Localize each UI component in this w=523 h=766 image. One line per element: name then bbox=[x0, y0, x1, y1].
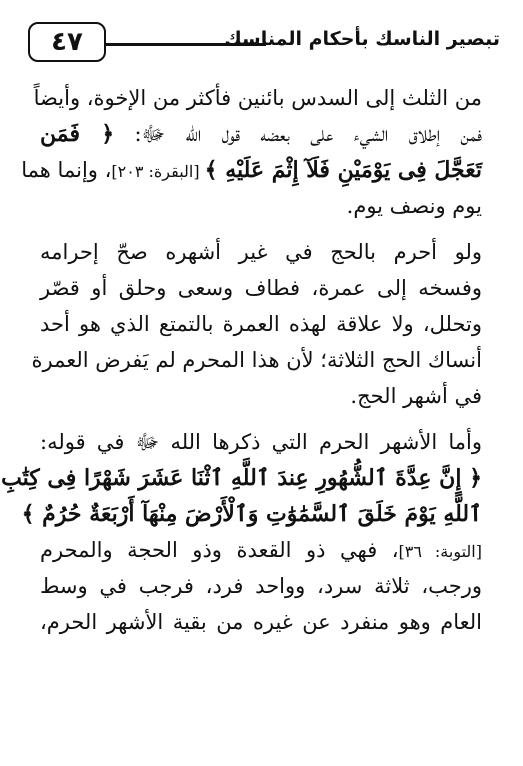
verse-citation: [البقرة: ٢٠٣] bbox=[111, 162, 205, 181]
paragraph-gap bbox=[40, 414, 482, 424]
text-segment: العام وهو منفرد عن غيره من بقية الأشهر الحرم، bbox=[40, 610, 482, 634]
text-line bbox=[40, 270, 482, 306]
text-segment: وتحلل، ولا علاقة لهذه العمرة بالتمتع الذي هو أحد bbox=[40, 312, 482, 336]
text-line bbox=[40, 378, 482, 414]
text-line bbox=[40, 604, 482, 640]
text-line bbox=[40, 532, 482, 568]
text-segment: وفسخه إلى عمرة، فطاف وسعى وحلق أو قصّر bbox=[40, 276, 482, 300]
page-number: ٤٧ bbox=[28, 22, 106, 62]
quran-verse: ٱللَّهِ يَوْمَ خَلَقَ ٱلسَّمَٰوَٰتِ وَٱلْأَرْضَ مِنْهَآ أَرْبَعَةٌ حُرُمٌ ﴾ bbox=[21, 501, 482, 527]
quran-verse: ﴿ إِنَّ عِدَّةَ ٱلشُّهُورِ عِندَ ٱللَّهِ ٱثْنَا عَشَرَ شَهْرًا فِى كِتَٰبِ bbox=[1, 465, 482, 491]
text-line bbox=[40, 306, 482, 342]
text-segment: ، فهي ذو القعدة وذو الحجة والمحرم bbox=[40, 538, 399, 562]
paragraph-gap bbox=[40, 224, 482, 234]
text-line bbox=[40, 188, 482, 224]
text-segment: من الثلث إلى السدس بائنين فأكثر من الإخوة، وأيضاً bbox=[33, 86, 482, 110]
text-line bbox=[40, 568, 482, 604]
text-segment: وأما الأشهر الحرم التي ذكرها الله ﷻ في قوله: bbox=[40, 430, 482, 454]
page-header bbox=[14, 12, 510, 62]
quran-verse: تَعَجَّلَ فِى يَوْمَيْنِ فَلَآ إِثْمَ عَلَيْهِ ﴾ bbox=[204, 157, 482, 183]
text-segment: فمن إطلاق الشيء على بعضه قول الله ﷻ: bbox=[114, 122, 482, 146]
verse-citation: [التوبة: ٣٦] bbox=[398, 542, 482, 561]
text-segment: ورجب، ثلاثة سرد، وواحد فرد، فرجب في وسط bbox=[40, 574, 482, 598]
body-text bbox=[1, 80, 482, 640]
text-line bbox=[21, 496, 482, 532]
text-line bbox=[1, 460, 482, 496]
text-line bbox=[40, 424, 482, 460]
text-segment: في أشهر الحج. bbox=[350, 384, 482, 408]
text-line bbox=[40, 116, 482, 152]
text-line bbox=[31, 342, 482, 378]
text-segment: ولو أحرم بالحج في غير أشهره صحّ إحرامه bbox=[40, 240, 482, 264]
book-title: تبصير الناسك بأحكام المناسك bbox=[224, 28, 500, 50]
text-segment: يوم ونصف يوم. bbox=[346, 194, 482, 218]
text-line bbox=[33, 80, 482, 116]
text-line bbox=[40, 234, 482, 270]
text-segment: أنساك الحج الثلاثة؛ لأن هذا المحرم لم يَفرض العمرة bbox=[31, 348, 482, 372]
text-segment: ، وإنما هما bbox=[21, 158, 112, 182]
quran-verse: ﴿ فَمَن bbox=[40, 121, 115, 147]
text-line bbox=[21, 152, 482, 188]
